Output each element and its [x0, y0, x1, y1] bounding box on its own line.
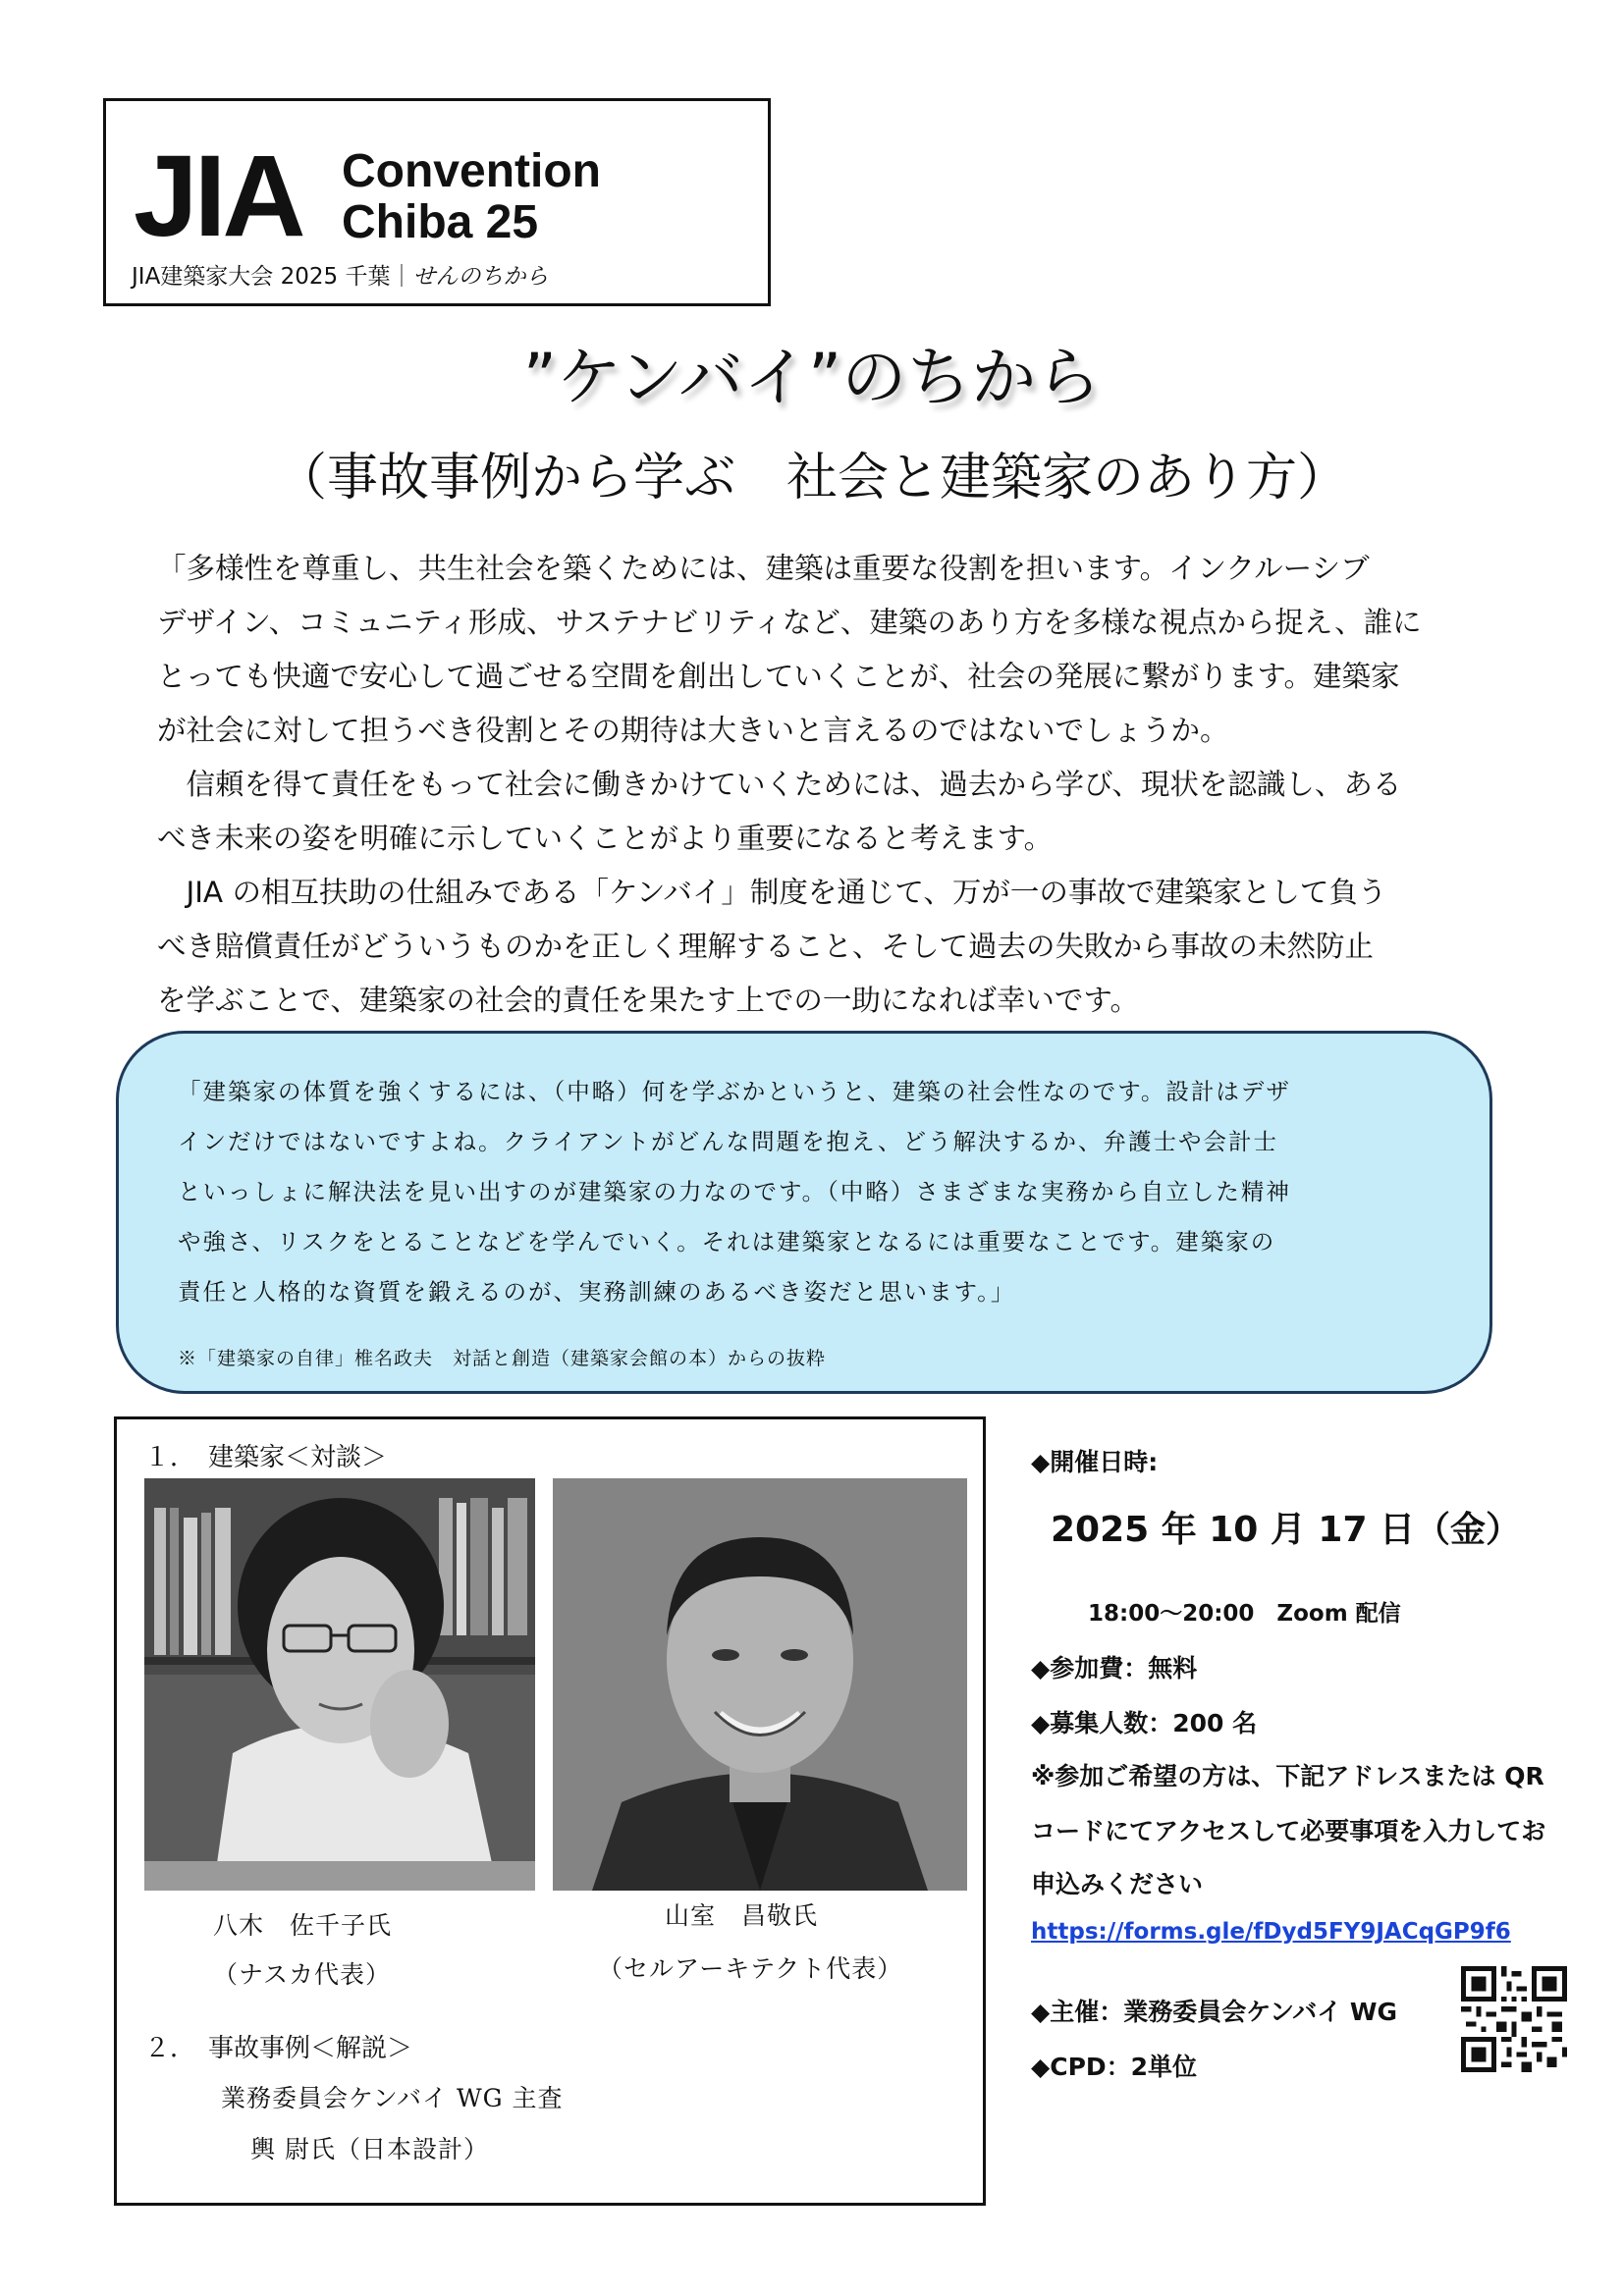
date-label: ◆開催日時: [1031, 1448, 1159, 1476]
intro-line: が社会に対して担うべき役割とその期待は大きいと言えるのではないでしょうか。 [157, 714, 1229, 747]
page-subtitle: （事故事例から学ぶ 社会と建築家のあり方） [275, 449, 1348, 507]
intro-text [157, 542, 1492, 1028]
logo-box [103, 98, 771, 306]
event-date: 2025 年 10 月 17 日（金） [1051, 1510, 1522, 1550]
intro-line: デザイン、コミュニティ形成、サステナビリティなど、建築のあり方を多様な視点から捉え、誰に [157, 606, 1422, 639]
intro-line: とっても快適で安心して過ごせる空間を創出していくことが、社会の発展に繋がります。建築家 [157, 660, 1400, 693]
quote-line: といっしょに解決法を見い出すのが建築家の力なのです。（中略）さまざまな実務から自立した精神 [178, 1178, 1291, 1205]
note-line: コードにてアクセスして必要事項を入力してお [1031, 1817, 1546, 1845]
commentator-role: 業務委員会ケンバイ WG 主査 [221, 2084, 564, 2112]
section-case-heading: ２． 事故事例＜解説＞ [144, 2034, 413, 2063]
page-title: ”ケンバイ”のちから [522, 340, 1102, 415]
qr-code-icon[interactable] [1461, 1966, 1567, 2072]
speaker2-name: 山室 昌敬氏 [665, 1901, 819, 1930]
quote-source: ※「建築家の自律」椎名政夫 対話と創造（建築家会館の本）からの抜粋 [178, 1348, 827, 1369]
speaker1-photo [144, 1478, 535, 1891]
quote-box [116, 1031, 1492, 1394]
event-fee: ◆参加費：無料 [1031, 1654, 1198, 1682]
quote-text [178, 1067, 1444, 1317]
event-cpd: ◆CPD：2単位 [1031, 2053, 1198, 2081]
commentator-name: 輿 尉氏（日本設計） [250, 2135, 489, 2163]
event-time: 18:00～20:00 Zoom 配信 [1088, 1601, 1401, 1627]
registration-link[interactable]: https://forms.gle/fDyd5FY9JACqGP9f6 [1031, 1919, 1511, 1945]
intro-line: べき未来の姿を明確に示していくことがより重要になると考えます。 [157, 822, 1054, 855]
speaker2-org: （セルアーキテクト代表） [598, 1954, 903, 1983]
speaker1-org: （ナスカ代表） [213, 1960, 392, 1989]
speaker1-name: 八木 佐千子氏 [213, 1911, 393, 1940]
note-line: ※参加ご希望の方は、下記アドレスまたは QR [1031, 1762, 1544, 1790]
intro-line: を学ぶことで、建築家の社会的責任を果たす上での一助になれば幸いです。 [157, 984, 1140, 1017]
section-dialogue-heading: １． 建築家＜対談＞ [144, 1443, 388, 1472]
logo-subtitle-main: JIA建築家大会 2025 千葉｜ [132, 264, 413, 290]
logo-chiba: Chiba 25 [342, 196, 539, 248]
intro-line: 「多様性を尊重し、共生社会を築くためには、建築は重要な役割を担います。インクルーシブ [157, 552, 1370, 585]
logo-subtitle [132, 258, 548, 291]
logo-jia: JIA [134, 132, 302, 261]
event-capacity: ◆募集人数：200 名 [1031, 1709, 1258, 1737]
intro-line: JIA の相互扶助の仕組みである「ケンバイ」制度を通じて、万が一の事故で建築家として負う [157, 876, 1387, 909]
program-box [114, 1416, 986, 2206]
quote-line: 「建築家の体質を強くするには、（中略）何を学ぶかというと、建築の社会性なのです。設計はデザ [178, 1078, 1291, 1105]
note-line: 申込みください [1031, 1870, 1204, 1898]
event-organizer: ◆主催：業務委員会ケンバイ WG [1031, 1998, 1398, 2026]
quote-line: や強さ、リスクをとることなどを学んでいく。それは建築家となるには重要なことです。建築家の [178, 1228, 1276, 1255]
intro-line: 信頼を得て責任をもって社会に働きかけていくためには、過去から学び、現状を認識し、ある [157, 768, 1402, 801]
intro-line: べき賠償責任がどういうものかを正しく理解すること、そして過去の失敗から事故の未然防止 [157, 930, 1375, 963]
logo-convention: Convention [342, 145, 601, 197]
quote-line: インだけではないですよね。クライアントがどんな問題を抱え、どう解決するか、弁護士や会計士 [178, 1128, 1279, 1155]
logo-subtitle-italic: せんのちから [412, 264, 549, 290]
speaker2-photo [553, 1478, 967, 1891]
logo-convention-title [342, 146, 601, 248]
quote-line: 責任と人格的な資質を鍛えるのが、実務訓練のあるべき姿だと思います。」 [178, 1278, 1016, 1306]
